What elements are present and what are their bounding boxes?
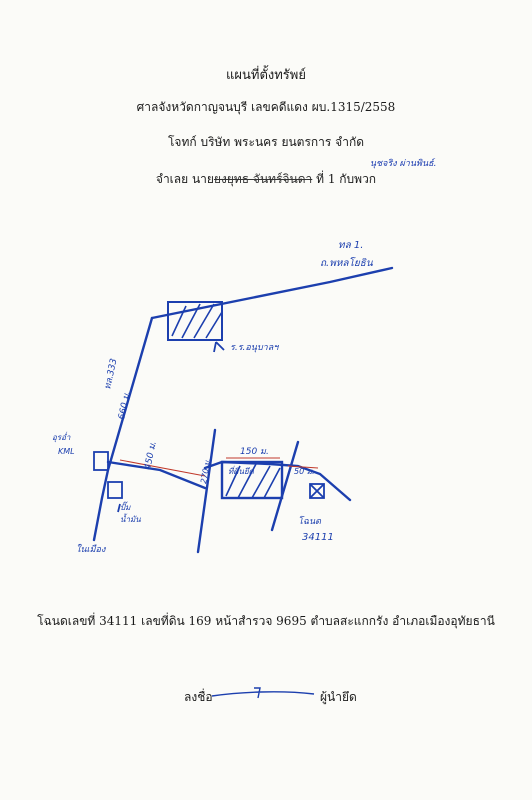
main-road-line [152, 268, 392, 318]
seized-land-label: ที่ดินยึด [228, 467, 254, 476]
defendant-suffix: ที่ 1 กับพวก [312, 172, 377, 186]
distance-top-label: 150 ม. [240, 447, 269, 457]
road-left-label: ทล.333 [103, 357, 120, 391]
distance-right-label: 50 ม. [294, 467, 315, 476]
left-landmark-label-2: KML [58, 447, 75, 456]
gas-station-box [108, 482, 122, 498]
location-sketch [0, 220, 532, 580]
signature-stroke [210, 684, 318, 704]
landmark-box-left [94, 452, 108, 470]
distance-vertical-label: 270 ม. [199, 457, 213, 485]
deed-number-label: 34111 [302, 532, 334, 543]
sign-label: ลงชื่อ [184, 690, 213, 704]
school-arrow [214, 342, 224, 352]
gas-station-label-1: ปั๊ม [120, 503, 131, 512]
plaintiff-line: โจทก์ บริษัท พระนคร ยนตรการ จำกัด [167, 135, 365, 149]
deed-label: โฉนด [298, 517, 321, 527]
distance-left-label: 660 ม. [117, 390, 133, 421]
road-top-label-2: ถ.พหลโยธิน [320, 258, 373, 269]
defendant-prefix: จำเลย นาย [155, 172, 214, 186]
road-top-label-1: ทล 1. [338, 240, 364, 251]
vertical-road-right [272, 442, 298, 530]
defendant-line [0, 159, 532, 189]
gas-station-label-2: น้ำมัน [120, 515, 141, 524]
signature-row [0, 684, 532, 704]
school-area [168, 302, 222, 340]
bottom-direction-label: ในเมือง [76, 545, 106, 555]
school-label: ร.ร.อนุบาลฯ [230, 343, 279, 353]
defendant-struck-name: ยงยุทธ จันทร์จินดา [213, 172, 313, 186]
left-landmark-label-1: อุรอ่ำ [52, 433, 71, 442]
distance-marker-left [120, 460, 205, 476]
deed-details: โฉนดเลขที่ 34111 เลขที่ดิน 169 หน้าสำรวจ 9695 ตำบลสะแกกรัง อำเภอเมืองอุทัยธานี [37, 614, 495, 628]
seizer-label: ผู้นำยึด [320, 690, 357, 704]
defendant-handwritten-correction: นุชจริง ผ่านพินธ์. [369, 159, 437, 169]
document-title: แผนที่ตั้งทรัพย์ [226, 68, 306, 83]
vertical-road-left [198, 430, 215, 552]
court-case-line: ศาลจังหวัดกาญจนบุรี เลขคดีแดง ผบ.1315/2558 [136, 100, 396, 114]
distance-mid-label: 450 ม. [143, 440, 159, 471]
